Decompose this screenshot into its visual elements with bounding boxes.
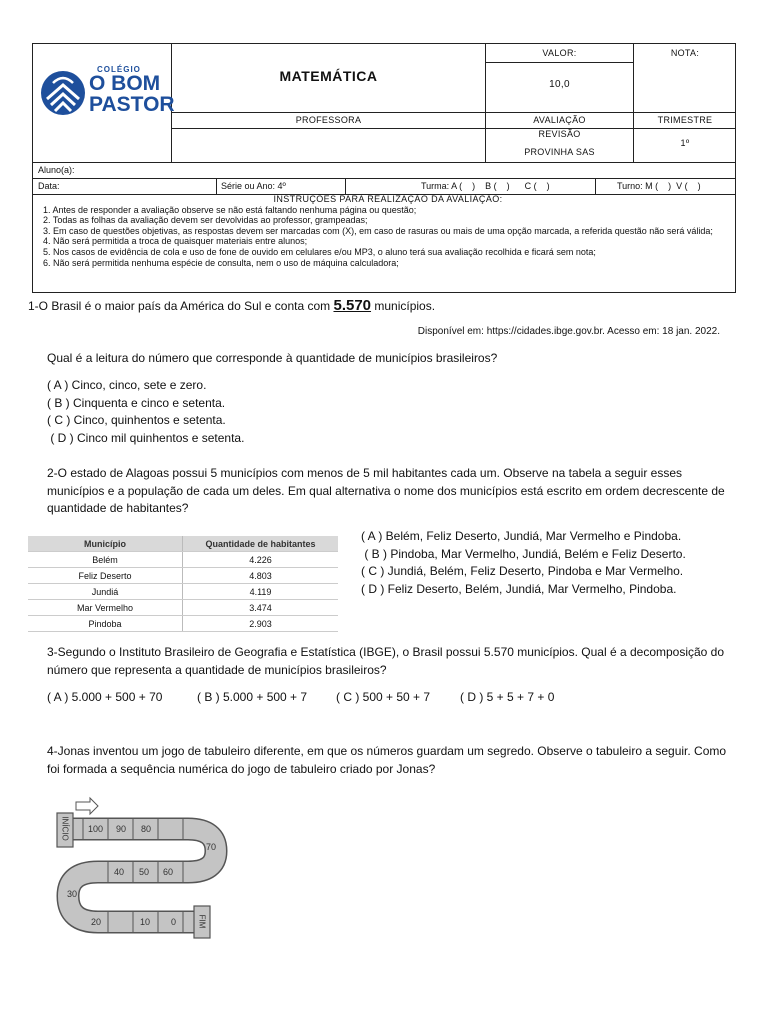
q3-option-a[interactable]: ( A ) 5.000 + 500 + 70	[47, 690, 163, 704]
instruction-item: 6. Não será permitida nenhuma espécie de consulta, nem o uso de máquina calculadora;	[43, 257, 399, 268]
table-cell: Belém	[28, 552, 183, 568]
board-tile-number: 30	[67, 889, 78, 899]
q1-statement	[28, 297, 435, 314]
table-cell: 4.226	[183, 552, 339, 568]
board-tile-number: 60	[163, 867, 174, 877]
board-start-label: INÍCIO	[60, 816, 70, 841]
data-field[interactable]: Data:	[38, 181, 60, 191]
trimestre-value: 1º	[680, 138, 690, 148]
q3-option-b[interactable]: ( B ) 5.000 + 500 + 7	[197, 690, 308, 704]
turno-field[interactable]: Turno: M ( ) V ( )	[617, 181, 701, 191]
valor-label: VALOR:	[542, 48, 577, 58]
q1-source: Disponível em: https://cidades.ibge.gov.br. Acesso em: 18 jan. 2022.	[417, 326, 720, 337]
instruction-item: 2. Todas as folhas da avaliação devem ser devolvidas ao professor, grampeadas;	[43, 215, 368, 226]
table-cell: Pindoba	[28, 616, 183, 632]
q4-question: 4-Jonas inventou um jogo de tabuleiro diferente, em que os números guardam um segredo. Observe o tabuleiro a seguir. Como foi formada a sequência numérica do jogo de tabuleiro criado por Jonas?	[47, 744, 727, 776]
table-cell: 4.803	[183, 568, 339, 584]
instructions	[43, 194, 733, 268]
board-tile-number: 50	[139, 867, 150, 877]
board-tile-number: 40	[114, 867, 125, 877]
q3-question: 3-Segundo o Instituto Brasileiro de Geografia e Estatística (IBGE), o Brasil possui 5.570 municípios. Qual é a decomposição do número que representa a quantidade de municípios brasileiros?	[47, 645, 725, 677]
table-row	[28, 568, 338, 584]
board-tile-number: 90	[116, 824, 127, 834]
shepherd-logo-icon	[39, 63, 87, 123]
q3-option-d[interactable]: ( D ) 5 + 5 + 7 + 0	[460, 690, 555, 704]
board-tile-number: 10	[140, 917, 151, 927]
trimestre-label: TRIMESTRE	[657, 115, 713, 125]
school-logo	[39, 61, 175, 123]
q1-text: 1-O Brasil é o maior país da América do Sul e conta com	[28, 299, 334, 313]
logo-name-line2: PASTOR	[89, 93, 175, 116]
population-table	[28, 536, 338, 632]
turma-field[interactable]: Turma: A ( ) B ( ) C ( )	[421, 181, 550, 191]
q1-option-d[interactable]: ( D ) Cinco mil quinhentos e setenta.	[47, 431, 245, 445]
table-row	[28, 552, 338, 568]
subject-title: MATEMÁTICA	[279, 68, 378, 84]
table-cell: Mar Vermelho	[28, 600, 183, 616]
q1-option-c[interactable]: ( C ) Cinco, quinhentos e setenta.	[47, 413, 226, 427]
aluno-field[interactable]: Aluno(a):	[38, 165, 75, 175]
q1-option-a[interactable]: ( A ) Cinco, cinco, sete e zero.	[47, 378, 207, 392]
provinha-text: PROVINHA SAS	[524, 147, 595, 157]
q1-number: 5.570	[333, 297, 372, 314]
q2-option-a[interactable]: ( A ) Belém, Feliz Deserto, Jundiá, Mar Vermelho e Pindoba.	[361, 529, 682, 543]
board-tile-number: 0	[171, 917, 177, 927]
q2-option-b[interactable]: ( B ) Pindoba, Mar Vermelho, Jundiá, Belém e Feliz Deserto.	[361, 547, 686, 561]
q1-text-end: municípios.	[371, 299, 436, 313]
table-cell: 2.903	[183, 616, 339, 632]
q2-question: 2-O estado de Alagoas possui 5 municípios com menos de 5 mil habitantes cada um. Observe na tabela a seguir esses municípios e a população de cada um deles. Em qual alternativa o nome dos municípios está escrito em ordem decrescente de quantidade de habitantes?	[47, 466, 725, 515]
logo-college-text: COLÉGIO	[97, 65, 141, 74]
instruction-item: 3. Em caso de questões objetivas, as respostas devem ser marcadas com (X), em caso de rasuras ou mais de uma opção marcada, a referida questão não será válida;	[43, 225, 713, 236]
table-header: Quantidade de habitantes	[183, 536, 339, 552]
serie-field: Série ou Ano: 4º	[221, 181, 286, 191]
table-row	[28, 600, 338, 616]
table-cell: 4.119	[183, 584, 339, 600]
board-tile-number: 100	[88, 824, 104, 834]
table-cell: 3.474	[183, 600, 339, 616]
instruction-item: 4. Não será permitida a troca de quaisquer materiais entre alunos;	[43, 236, 308, 247]
board-game	[48, 796, 248, 946]
instructions-title: INSTRUÇÕES PARA REALIZAÇÃO DA AVALIAÇÃO:	[273, 194, 503, 204]
board-end-label: FIM	[197, 914, 207, 929]
board-tile-number: 70	[206, 842, 217, 852]
exam-header	[32, 43, 736, 293]
instruction-item: 1. Antes de responder a avaliação observe se não está faltando nenhuma página ou questão;	[43, 204, 417, 215]
q2-option-d[interactable]: ( D ) Feliz Deserto, Belém, Jundiá, Mar Vermelho, Pindoba.	[361, 582, 677, 596]
professora-label: PROFESSORA	[295, 115, 362, 125]
q1-question: Qual é a leitura do número que corresponde à quantidade de municípios brasileiros?	[47, 351, 498, 365]
table-cell: Jundiá	[28, 584, 183, 600]
valor-value: 10,0	[549, 79, 570, 90]
logo-name-line1: O BOM	[89, 72, 161, 95]
revisao-text: REVISÃO	[538, 129, 581, 139]
table-row	[28, 584, 338, 600]
board-tile-number: 20	[91, 917, 102, 927]
avaliacao-label: AVALIAÇÃO	[533, 115, 586, 125]
instruction-item: 5. Nos casos de evidência de cola e uso de fone de ouvido em celulares e/ou MP3, o aluno terá sua avaliação recolhida e ficará sem nota;	[43, 246, 596, 257]
table-header: Município	[28, 536, 183, 552]
nota-label: NOTA:	[670, 48, 700, 58]
board-tile-number: 80	[141, 824, 152, 834]
q2-option-c[interactable]: ( C ) Jundiá, Belém, Feliz Deserto, Pindoba e Mar Vermelho.	[361, 564, 684, 578]
table-cell: Feliz Deserto	[28, 568, 183, 584]
q3-option-c[interactable]: ( C ) 500 + 50 + 7	[336, 690, 431, 704]
table-row	[28, 616, 338, 632]
q1-option-b[interactable]: ( B ) Cinquenta e cinco e setenta.	[47, 396, 226, 410]
